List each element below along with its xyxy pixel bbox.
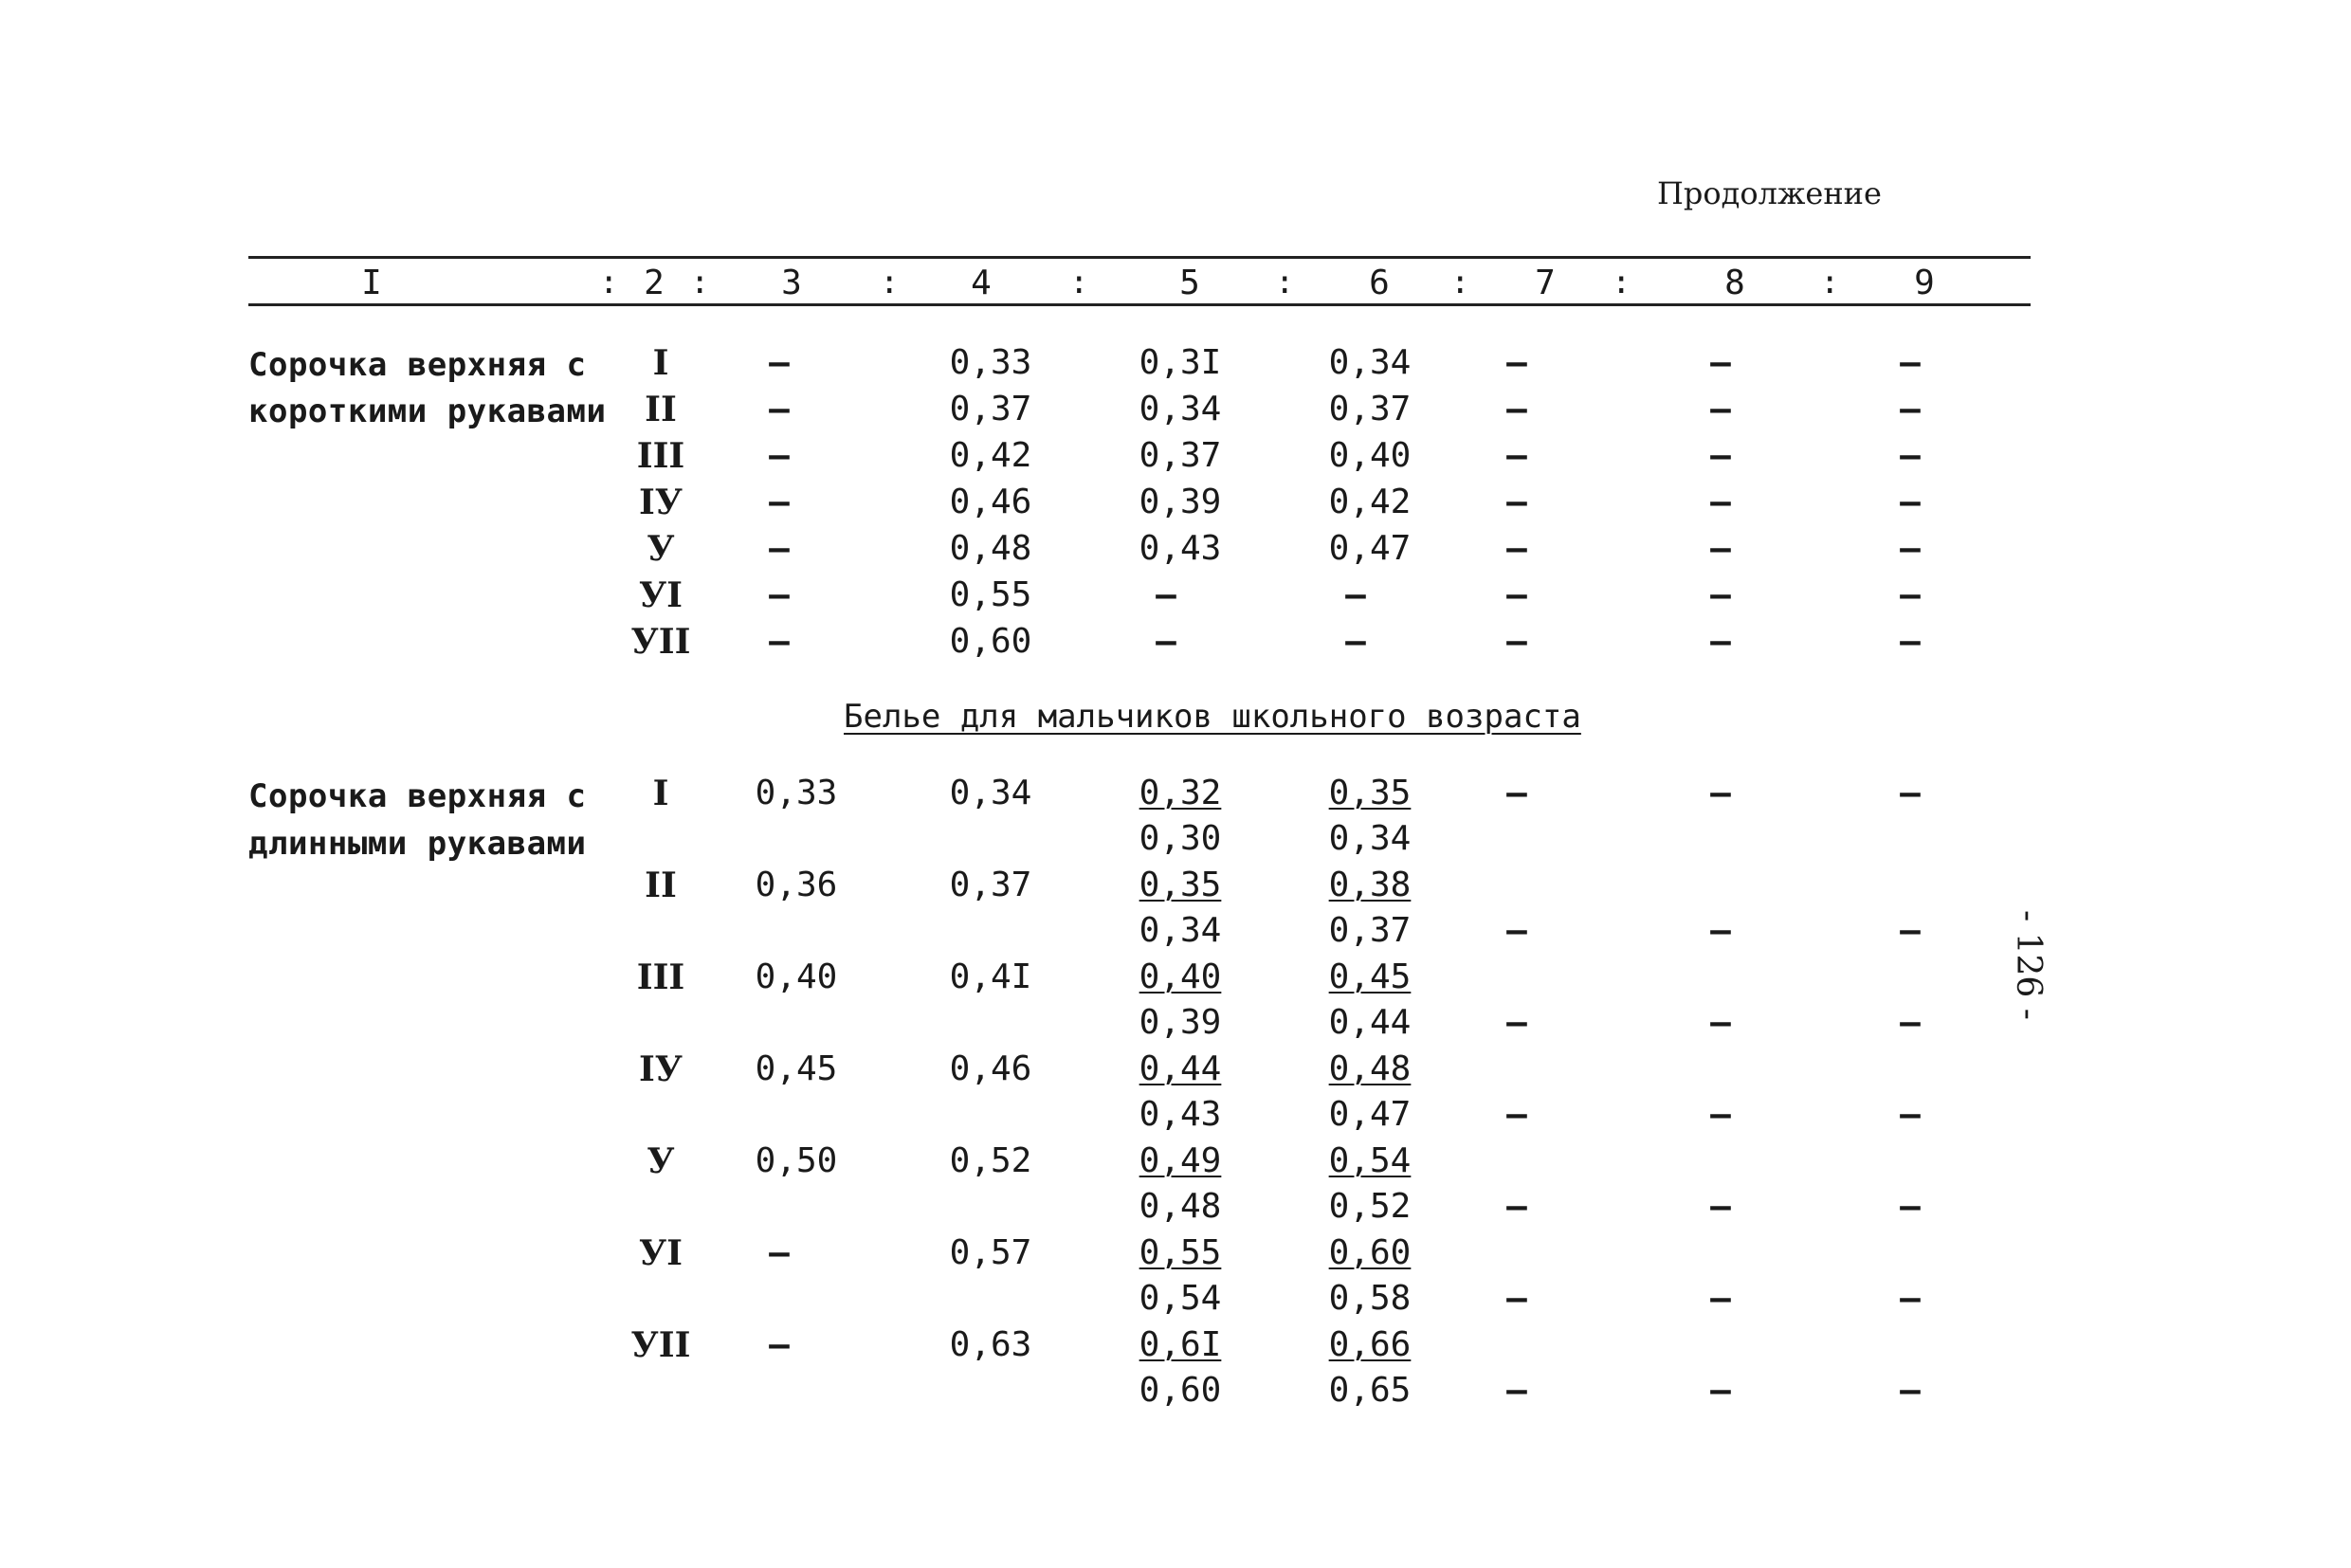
header-top-rule	[248, 256, 2031, 259]
cell-col5: 0,39	[1139, 483, 1222, 521]
cell-col5-lower: 0,48	[1139, 1187, 1222, 1226]
cell-col4: 0,46	[949, 483, 1032, 521]
cell-col7: –	[1506, 575, 1527, 614]
header-col-2: 2	[644, 264, 665, 302]
cell-col4: 0,37	[949, 866, 1032, 904]
cell-col5: –	[1156, 575, 1176, 614]
size-label: I	[652, 343, 669, 383]
cell-col3: 0,36	[755, 866, 838, 904]
header-sep: :	[1820, 264, 1840, 301]
size-label: III	[636, 436, 685, 476]
size-label: У	[647, 529, 675, 569]
header-sep: :	[690, 264, 710, 301]
header-col-4: 4	[971, 264, 992, 302]
cell-col9: –	[1900, 1003, 1921, 1042]
cell-col3: –	[769, 622, 790, 661]
cell-col4: 0,42	[949, 436, 1032, 475]
cell-col8: –	[1710, 911, 1731, 950]
cell-col7: –	[1506, 1371, 1527, 1410]
cell-col5-upper: 0,40	[1139, 957, 1222, 996]
cell-col6: 0,34	[1328, 343, 1412, 382]
cell-col5: –	[1156, 622, 1176, 661]
cell-col6: –	[1345, 575, 1366, 614]
cell-col6-lower: 0,52	[1328, 1187, 1412, 1226]
size-label: УI	[638, 575, 683, 615]
cell-col7: –	[1506, 343, 1527, 382]
cell-col6-upper: 0,54	[1328, 1141, 1412, 1180]
cell-col7: –	[1506, 529, 1527, 568]
cell-col5-upper: 0,32	[1139, 774, 1222, 812]
cell-col5-lower: 0,39	[1139, 1003, 1222, 1042]
cell-col5-lower: 0,34	[1139, 911, 1222, 950]
size-label: УI	[638, 1233, 683, 1273]
cell-col9: –	[1900, 1095, 1921, 1134]
continuation-label: Продолжение	[1657, 175, 1882, 211]
cell-col8: –	[1710, 343, 1731, 382]
cell-col6-upper: 0,48	[1328, 1049, 1412, 1088]
cell-col5-lower: 0,43	[1139, 1095, 1222, 1134]
header-col-6: 6	[1369, 264, 1390, 302]
size-label: У	[647, 1141, 675, 1181]
header-col-1: I	[361, 264, 382, 302]
cell-col3: –	[769, 436, 790, 475]
cell-col8: –	[1710, 622, 1731, 661]
cell-col7: –	[1506, 1095, 1527, 1134]
cell-col6-lower: 0,34	[1328, 819, 1412, 858]
cell-col3: –	[769, 343, 790, 382]
cell-col5: 0,43	[1139, 529, 1222, 568]
cell-col5-upper: 0,35	[1139, 866, 1222, 904]
cell-col9: –	[1900, 1187, 1921, 1226]
cell-col5-upper: 0,6I	[1139, 1325, 1222, 1364]
cell-col6: 0,47	[1328, 529, 1412, 568]
cell-col6: 0,37	[1328, 390, 1412, 428]
cell-col9: –	[1900, 483, 1921, 521]
cell-col4: 0,37	[949, 390, 1032, 428]
cell-col6-upper: 0,45	[1328, 957, 1412, 996]
size-label: УII	[630, 1325, 691, 1365]
cell-col5: 0,3I	[1139, 343, 1222, 382]
cell-col5-lower: 0,60	[1139, 1371, 1222, 1410]
cell-col5: 0,37	[1139, 436, 1222, 475]
cell-col5-lower: 0,54	[1139, 1279, 1222, 1318]
cell-col8: –	[1710, 1003, 1731, 1042]
block1-label-line1: Сорочка верхняя с	[248, 346, 587, 384]
cell-col3: –	[769, 1325, 790, 1364]
header-col-9: 9	[1914, 264, 1935, 302]
cell-col5-upper: 0,55	[1139, 1233, 1222, 1272]
header-col-5: 5	[1179, 264, 1200, 302]
cell-col8: –	[1710, 1187, 1731, 1226]
cell-col3: –	[769, 390, 790, 428]
cell-col7: –	[1506, 436, 1527, 475]
cell-col9: –	[1900, 911, 1921, 950]
header-sep: :	[880, 264, 900, 301]
cell-col8: –	[1710, 390, 1731, 428]
cell-col8: –	[1710, 575, 1731, 614]
header-sep: :	[1069, 264, 1089, 301]
cell-col9: –	[1900, 774, 1921, 812]
size-label: I	[652, 774, 669, 813]
header-bottom-rule	[248, 303, 2031, 306]
cell-col4: 0,48	[949, 529, 1032, 568]
cell-col8: –	[1710, 774, 1731, 812]
page-number: - 126 -	[2009, 910, 2048, 1020]
cell-col3: –	[769, 575, 790, 614]
cell-col7: –	[1506, 622, 1527, 661]
cell-col9: –	[1900, 575, 1921, 614]
cell-col6-lower: 0,65	[1328, 1371, 1412, 1410]
cell-col4: 0,63	[949, 1325, 1032, 1364]
cell-col3: –	[769, 529, 790, 568]
cell-col5-upper: 0,49	[1139, 1141, 1222, 1180]
cell-col4: 0,46	[949, 1049, 1032, 1088]
cell-col4: 0,33	[949, 343, 1032, 382]
cell-col6: 0,40	[1328, 436, 1412, 475]
size-label: II	[645, 390, 677, 429]
cell-col9: –	[1900, 343, 1921, 382]
cell-col9: –	[1900, 622, 1921, 661]
cell-col9: –	[1900, 1371, 1921, 1410]
cell-col9: –	[1900, 390, 1921, 428]
cell-col4: 0,34	[949, 774, 1032, 812]
header-col-8: 8	[1724, 264, 1745, 302]
cell-col4: 0,60	[949, 622, 1032, 661]
header-sep: :	[1612, 264, 1631, 301]
cell-col5-lower: 0,30	[1139, 819, 1222, 858]
cell-col6-upper: 0,35	[1328, 774, 1412, 812]
cell-col5-upper: 0,44	[1139, 1049, 1222, 1088]
cell-col7: –	[1506, 1187, 1527, 1226]
cell-col4: 0,4I	[949, 957, 1032, 996]
cell-col6-upper: 0,66	[1328, 1325, 1412, 1364]
cell-col8: –	[1710, 436, 1731, 475]
header-col-3: 3	[781, 264, 802, 302]
cell-col3: 0,33	[755, 774, 838, 812]
cell-col3: 0,40	[755, 957, 838, 996]
cell-col7: –	[1506, 774, 1527, 812]
cell-col6: –	[1345, 622, 1366, 661]
cell-col6-lower: 0,47	[1328, 1095, 1412, 1134]
cell-col3: –	[769, 1233, 790, 1272]
block1-label-line2: короткими рукавами	[248, 392, 607, 430]
cell-col7: –	[1506, 390, 1527, 428]
cell-col8: –	[1710, 1279, 1731, 1318]
cell-col6-upper: 0,38	[1328, 866, 1412, 904]
size-label: IУ	[638, 483, 683, 522]
header-col-7: 7	[1535, 264, 1556, 302]
block2-label-line1: Сорочка верхняя с	[248, 777, 587, 815]
size-label: IУ	[638, 1049, 683, 1089]
cell-col6-lower: 0,58	[1328, 1279, 1412, 1318]
header-sep: :	[1450, 264, 1470, 301]
header-sep: :	[599, 264, 619, 301]
cell-col8: –	[1710, 1095, 1731, 1134]
cell-col9: –	[1900, 436, 1921, 475]
size-label: II	[645, 866, 677, 905]
cell-col4: 0,57	[949, 1233, 1032, 1272]
cell-col8: –	[1710, 1371, 1731, 1410]
cell-col7: –	[1506, 1279, 1527, 1318]
size-label: УII	[630, 622, 691, 662]
cell-col6-lower: 0,37	[1328, 911, 1412, 950]
cell-col9: –	[1900, 529, 1921, 568]
cell-col6: 0,42	[1328, 483, 1412, 521]
header-sep: :	[1275, 264, 1295, 301]
cell-col4: 0,52	[949, 1141, 1032, 1180]
cell-col4: 0,55	[949, 575, 1032, 614]
cell-col3: 0,45	[755, 1049, 838, 1088]
section-title: Белье для мальчиков школьного возраста	[844, 698, 1581, 736]
cell-col8: –	[1710, 529, 1731, 568]
cell-col8: –	[1710, 483, 1731, 521]
cell-col6-lower: 0,44	[1328, 1003, 1412, 1042]
cell-col3: –	[769, 483, 790, 521]
cell-col6-upper: 0,60	[1328, 1233, 1412, 1272]
cell-col9: –	[1900, 1279, 1921, 1318]
size-label: III	[636, 957, 685, 997]
cell-col7: –	[1506, 911, 1527, 950]
cell-col3: 0,50	[755, 1141, 838, 1180]
cell-col5: 0,34	[1139, 390, 1222, 428]
cell-col7: –	[1506, 1003, 1527, 1042]
block2-label-line2: длинными рукавами	[248, 825, 587, 863]
cell-col7: –	[1506, 483, 1527, 521]
